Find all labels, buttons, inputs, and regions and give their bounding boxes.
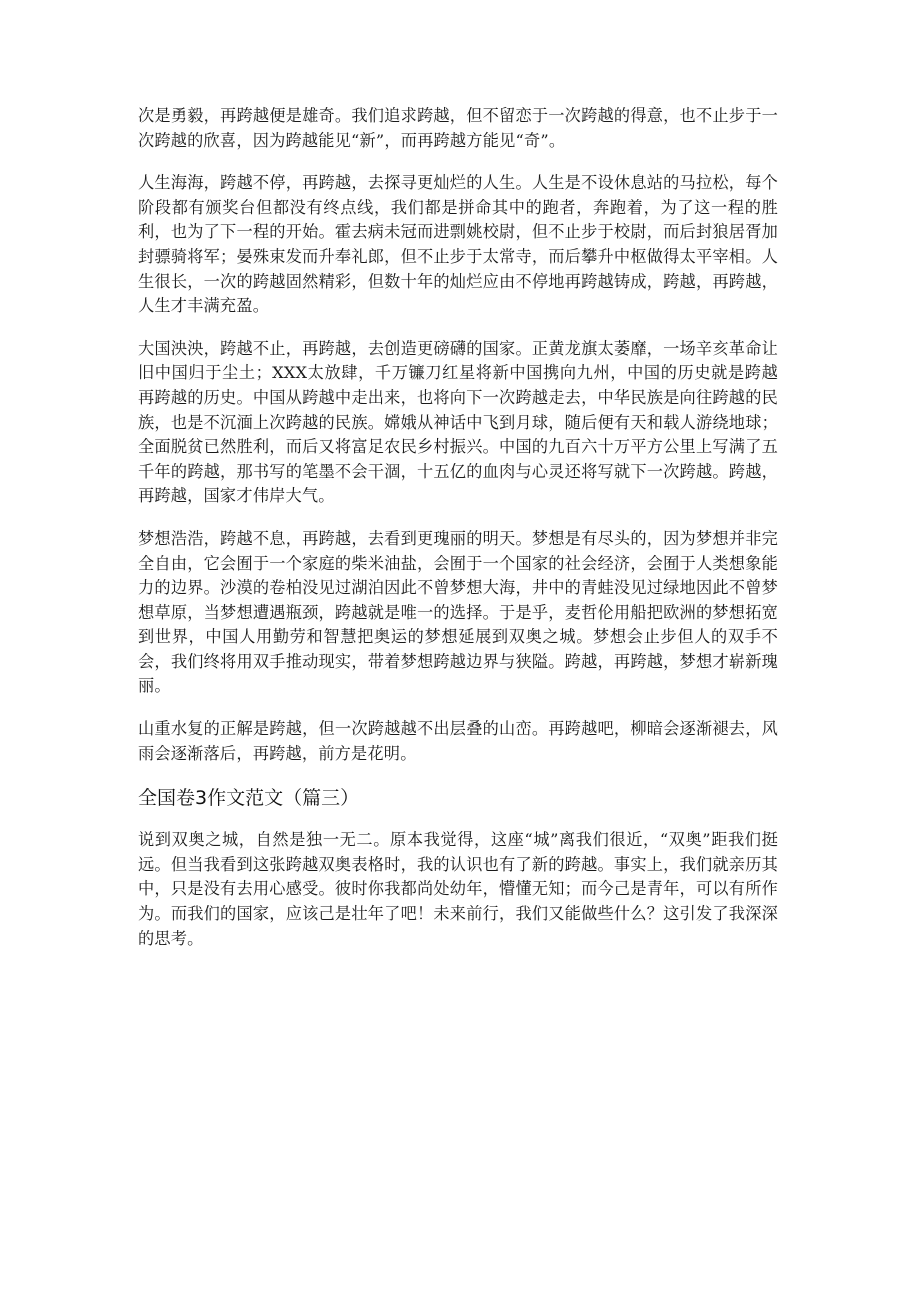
paragraph-6: 说到双奥之城，自然是独一无二。原本我觉得，这座“城”离我们很近，“双奥”距我们挺远。但当我看到这张跨越双奥表格时，我的认识也有了新的跨越。事实上，我们就亲历其中，只是没有去用心感受。彼时你我都尚处幼年，懵懂无知；而今己是青年，可以有所作为。而我们的国家，应该己是壮年了吧！未来前行，我们又能做些什么？这引发了我深深的思考。 (138, 830, 778, 948)
document-page (138, 104, 778, 969)
section-heading: 全国卷3作文范文（篇三） (138, 787, 360, 810)
paragraph-1: 次是勇毅，再跨越便是雄奇。我们追求跨越，但不留恋于一次跨越的得意，也不止步于一次跨越的欣喜，因为跨越能见“新”，而再跨越方能见“奇”。 (138, 106, 778, 150)
paragraph-2: 人生海海，跨越不停，再跨越，去探寻更灿烂的人生。人生是不设休息站的马拉松，每个阶段都有颁奖台但都没有终点线，我们都是拼命其中的跑者，奔跑着，为了这一程的胜利，也为了下一程的开始。霍去病未冠而进剽姚校尉，但不止步于校尉，而后封狼居胥加封骠骑将军；晏殊束发而升奉礼郎，但不止步于太常寺，而后攀升中枢做得太平宰相。人生很长，一次的跨越固然精彩，但数十年的灿烂应由不停地再跨越铸成，跨越，再跨越，人生才丰满充盈。 (138, 173, 778, 316)
paragraph-5: 山重水复的正解是跨越，但一次跨越越不出层叠的山峦。再跨越吧，柳暗会逐渐褪去，风雨会逐渐落后，再跨越，前方是花明。 (138, 719, 778, 763)
paragraph-3: 大国泱泱，跨越不止，再跨越，去创造更磅礴的国家。正黄龙旗太萎靡，一场辛亥革命让旧中国归于尘土；XXX太放肆，千万镰刀红星将新中国携向九州，中国的历史就是跨越再跨越的历史。中国从跨越中走出来，也将向下一次跨越走去，中华民族是向往跨越的民族，也是不沉湎上次跨越的民族。嫦娥从神话中飞到月球，随后便有天和载人游绕地球；全面脱贫已然胜利，而后又将富足农民乡村振兴。中国的九百六十万平方公里上写满了五千年的跨越，那书写的笔墨不会干涸，十五亿的血肉与心灵还将写就下一次跨越。跨越，再跨越，国家才伟岸大气。 (138, 338, 778, 506)
paragraph-4: 梦想浩浩，跨越不息，再跨越，去看到更瑰丽的明天。梦想是有尽头的，因为梦想并非完全自由，它会囿于一个家庭的柴米油盐，会囿于一个国家的社会经济，会囿于人类想象能力的边界。沙漠的卷柏没见过湖泊因此不曾梦想大海，井中的青蛙没见过绿地因此不曾梦想草原，当梦想遭遇瓶颈，跨越就是唯一的选择。于是乎，麦哲伦用船把欧洲的梦想拓宽到世界，中国人用勤劳和智慧把奥运的梦想延展到双奥之城。梦想会止步但人的双手不会，我们终将用双手推动现实，带着梦想跨越边界与狭隘。跨越，再跨越，梦想才崭新瑰丽。 (138, 528, 778, 696)
